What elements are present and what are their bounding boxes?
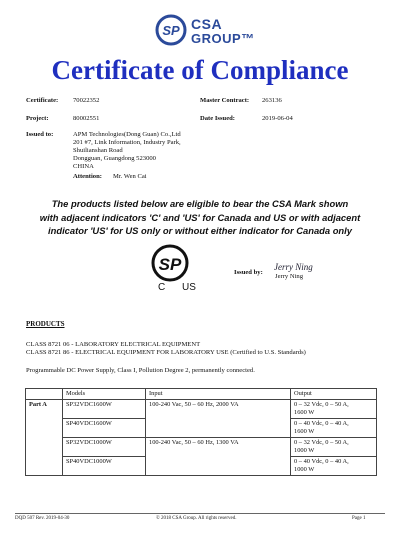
output-line: 0 – 32 Vdc, 0 – 50 A, (294, 439, 349, 446)
output-line: 0 – 40 Vdc, 0 – 40 A, (294, 420, 349, 427)
issued-to-line: APM Technologies(Dong Guan) Co.,Ltd (73, 131, 181, 138)
models-table (25, 388, 377, 476)
csa-logo-symbol: SP (162, 23, 180, 38)
footer-copyright: © 2018 CSA Group. All rights reserved. (156, 516, 237, 521)
statement-line: indicator 'US' for US only or without either indicator for Canada only (48, 225, 352, 236)
class-line: CLASS 8721 06 - LABORATORY ELECTRICAL EQUIPMENT (26, 341, 201, 348)
model-cell: SP32VDC1600W (63, 400, 146, 419)
footer-page: Page 1 (352, 516, 366, 521)
model-cell: SP40VDC1000W (63, 457, 146, 476)
project-value: 80002551 (73, 115, 100, 122)
csa-logo-icon (155, 14, 187, 46)
attention-value: Mr. Wen Cai (113, 173, 147, 180)
certificate-value: 70022352 (73, 97, 100, 104)
output-line: 1000 W (294, 447, 315, 454)
table-header: Models (63, 389, 146, 400)
output-cell (291, 457, 377, 476)
mark-indicator-c: C (158, 282, 166, 293)
model-cell: SP40VDC1600W (63, 419, 146, 438)
output-line: 0 – 40 Vdc, 0 – 40 A, (294, 458, 349, 465)
input-cell: 100-240 Vac, 50 – 60 Hz, 2000 VA (146, 400, 291, 438)
date-issued-label: Date Issued: (200, 115, 235, 122)
attention-label: Attention: (73, 173, 102, 180)
issued-to-label: Issued to: (26, 131, 54, 138)
output-line: 0 – 32 Vdc, 0 – 50 A, (294, 401, 349, 408)
date-issued-value: 2019-06-04 (262, 115, 293, 122)
csa-mark-symbol: SP (158, 255, 182, 274)
table-header-row (26, 389, 377, 400)
products-heading: PRODUCTS (26, 320, 65, 328)
statement-line: The products listed below are eligible to bear the CSA Mark shown (51, 198, 349, 209)
input-cell: 100-240 Vac, 50 – 60 Hz, 1300 VA (146, 438, 291, 476)
class-line: CLASS 8721 86 - ELECTRICAL EQUIPMENT FOR LABORATORY USE (Certified to U.S. Standards) (26, 349, 306, 356)
footer-revision: DQD 507 Rev. 2019-04-30 (15, 516, 70, 521)
output-cell (291, 438, 377, 457)
output-line: 1600 W (294, 409, 315, 416)
issued-by-label: Issued by: (234, 269, 263, 276)
issued-to-line: CHINA (73, 163, 94, 170)
table-header (26, 389, 63, 400)
output-line: 1600 W (294, 428, 315, 435)
model-cell: SP32VDC1000W (63, 438, 146, 457)
project-label: Project: (26, 115, 49, 122)
csa-mark-icon (148, 243, 208, 293)
issued-to-line: 201 #7, Link Information, Industry Park, (73, 139, 181, 146)
logo-text-group: GROUP™ (191, 31, 255, 46)
table-header: Output (291, 389, 377, 400)
logo-text-csa: CSA (191, 16, 223, 32)
statement-line: with adjacent indicators 'C' and 'US' for Canada and US or with adjacent (39, 211, 361, 223)
issued-to-line: Dongguan, Guangdong 523000 (73, 155, 156, 162)
table-row (26, 400, 377, 419)
footer-divider (15, 513, 385, 514)
master-contract-value: 263136 (262, 97, 282, 104)
master-contract-label: Master Contract: (200, 97, 250, 104)
certificate-label: Certificate: (26, 97, 59, 104)
issued-to-line: Shuilianshan Road (73, 147, 123, 154)
mark-indicator-us: US (182, 282, 196, 293)
part-cell: Part A (26, 400, 63, 476)
table-header: Input (146, 389, 291, 400)
page-title: Certificate of Compliance (51, 55, 349, 85)
product-description: Programmable DC Power Supply, Class I, Pollution Degree 2, permanently connected. (26, 367, 255, 374)
output-cell (291, 419, 377, 438)
signature: Jerry Ning (274, 262, 313, 272)
table-row (26, 438, 377, 457)
output-cell (291, 400, 377, 419)
csa-group-logo (155, 14, 255, 52)
issued-by-name: Jerry Ning (275, 273, 304, 280)
eligibility-statement (20, 197, 380, 238)
output-line: 1000 W (294, 466, 315, 473)
